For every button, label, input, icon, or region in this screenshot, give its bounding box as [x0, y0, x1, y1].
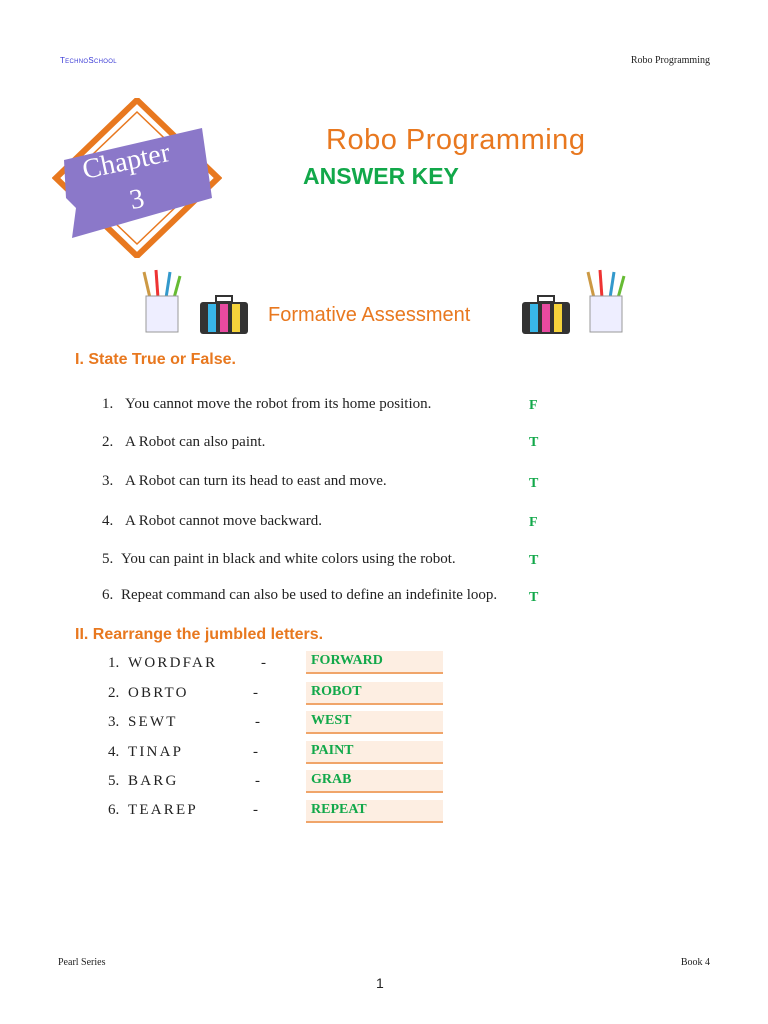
answer-box: [306, 682, 443, 705]
briefcase-icon: [520, 294, 572, 336]
pencil-cup-icon: [140, 268, 184, 334]
header-school-name: TechnoSchool: [60, 56, 117, 65]
jumble-dash: -: [255, 714, 260, 730]
tf-item-answer: T: [529, 476, 539, 491]
section-heading-true-false: I. State True or False.: [75, 351, 236, 368]
tf-item-text: You can paint in black and white colors using the robot.: [121, 551, 456, 567]
pencil-cup-icon: [584, 268, 628, 334]
formative-assessment-title: Formative Assessment: [268, 304, 471, 326]
jumble-item-num: 6.: [108, 802, 120, 818]
jumbled-word: WORDFAR: [128, 655, 218, 671]
tf-item-num: 4.: [102, 513, 114, 529]
tf-item-num: 6.: [102, 587, 114, 603]
jumble-dash: -: [253, 744, 258, 760]
tf-item-answer: F: [529, 398, 538, 413]
jumble-answer: REPEAT: [311, 802, 367, 817]
tf-item-text: Repeat command can also be used to define an indefinite loop.: [121, 587, 498, 603]
jumbled-word: SEWT: [128, 714, 178, 730]
jumbled-word: OBRTO: [128, 685, 189, 701]
jumble-dash: -: [253, 802, 258, 818]
footer-series: Pearl Series: [58, 957, 106, 968]
page-number: 1: [376, 975, 384, 991]
tf-item-text: A Robot can turn its head to east and move.: [125, 473, 387, 489]
jumbled-word: TINAP: [128, 744, 184, 760]
tf-item-num: 3.: [102, 473, 114, 489]
chapter-badge-icon: [52, 98, 222, 258]
tf-item-num: 2.: [102, 434, 114, 450]
answer-box: [306, 741, 443, 764]
answer-box: [306, 770, 443, 793]
jumble-item-num: 3.: [108, 714, 120, 730]
jumbled-word: TEAREP: [128, 802, 198, 818]
jumble-answer: WEST: [311, 713, 352, 728]
briefcase-icon: [198, 294, 250, 336]
jumble-dash: -: [255, 773, 260, 789]
jumble-item-num: 1.: [108, 655, 120, 671]
chapter-word: Chapter: [79, 137, 173, 186]
jumble-item-num: 5.: [108, 773, 120, 789]
jumble-answer: PAINT: [311, 743, 354, 758]
jumbled-word: BARG: [128, 773, 179, 789]
tf-item-text: A Robot cannot move backward.: [125, 513, 323, 529]
answer-key-label: ANSWER KEY: [303, 163, 459, 189]
jumble-dash: -: [253, 685, 258, 701]
tf-item-answer: T: [529, 590, 539, 605]
jumble-answer: GRAB: [311, 772, 352, 787]
jumble-item-num: 4.: [108, 744, 120, 760]
section-heading-rearrange: II. Rearrange the jumbled letters.: [75, 626, 324, 643]
tf-item-answer: F: [529, 515, 538, 530]
tf-item-num: 5.: [102, 551, 114, 567]
tf-item-num: 1.: [102, 396, 114, 412]
jumble-answer: FORWARD: [311, 653, 383, 668]
jumble-dash: -: [261, 655, 266, 671]
tf-item-text: You cannot move the robot from its home position.: [125, 396, 432, 412]
answer-box: [306, 711, 443, 734]
header-book-title: Robo Programming: [630, 55, 710, 66]
answer-box: [306, 800, 443, 823]
chapter-number: 3: [126, 182, 147, 217]
tf-item-answer: T: [529, 435, 539, 450]
jumble-item-num: 2.: [108, 685, 120, 701]
footer-book: Book 4: [680, 957, 710, 968]
tf-item-text: A Robot can also paint.: [125, 434, 266, 450]
jumble-answer: ROBOT: [311, 684, 362, 699]
chapter-badge: [52, 98, 222, 258]
page-title: Robo Programming: [326, 124, 586, 156]
tf-item-answer: T: [529, 553, 539, 568]
answer-box: [306, 651, 443, 674]
